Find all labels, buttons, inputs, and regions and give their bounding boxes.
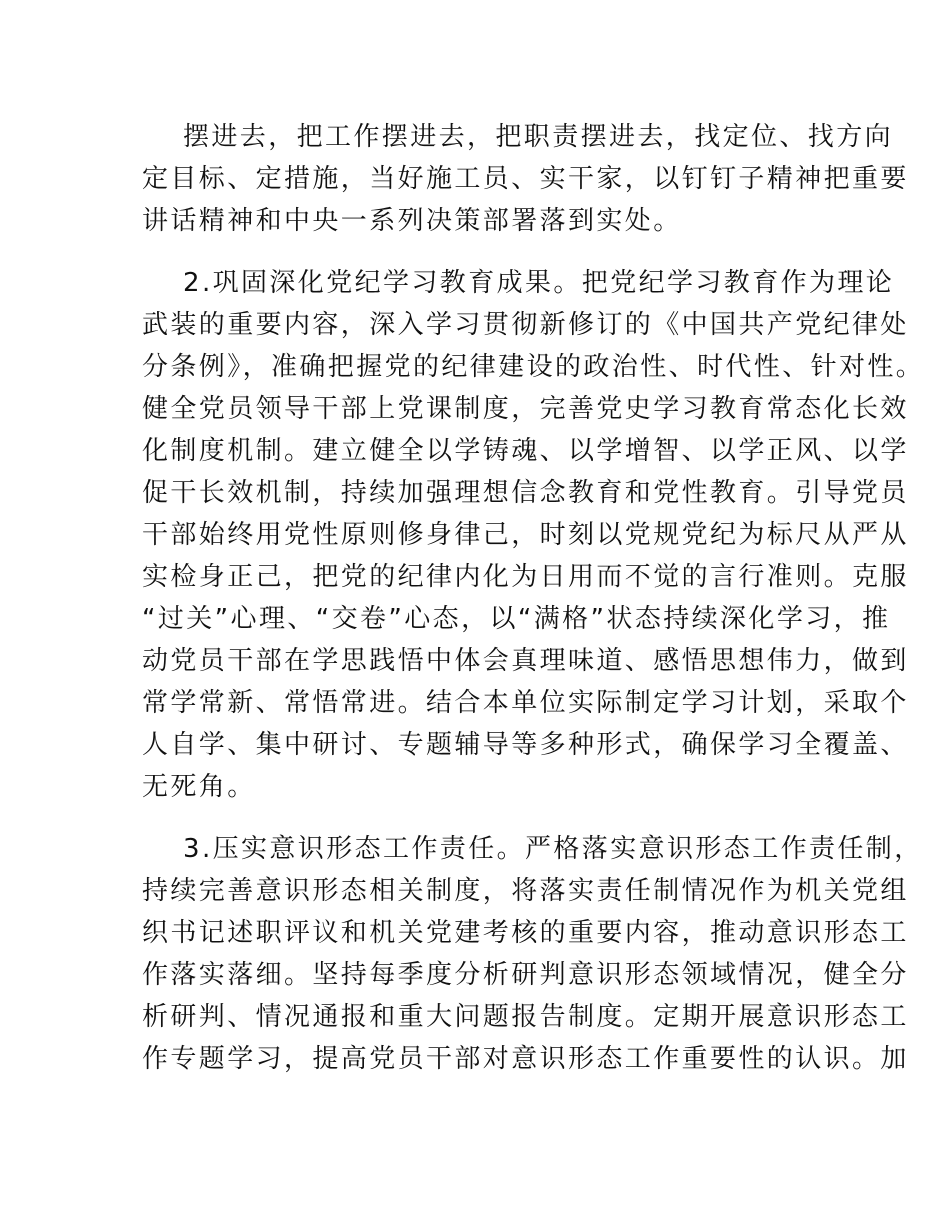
paragraph-1 [142,116,909,242]
text-line: 定目标、定措施，当好施工员、实干家，以钉钉子精神把重要 [142,164,909,194]
text-line: 化制度机制。建立健全以学铸魂、以学增智、以学正风、以学 [142,436,909,466]
text-line: 2.巩固深化党纪学习教育成果。把党纪学习教育作为理论 [183,268,895,298]
text-line: 摆进去，把工作摆进去，把职责摆进去，找定位、找方向 [183,122,894,152]
text-line: 人自学、集中研讨、专题辅导等多种形式，确保学习全覆盖、 [142,730,909,760]
text-line: 干部始终用党性原则修身律己，时刻以党规党纪为标尺从严从 [142,520,909,550]
text-line: 无死角。 [142,772,256,802]
text-line: 3.压实意识形态工作责任。严格落实意识形态工作责任制， [183,834,923,864]
document-page [142,116,925,1100]
text-line: 织书记述职评议和机关党建考核的重要内容，推动意识形态工 [142,918,909,948]
text-line: 武装的重要内容，深入学习贯彻新修订的《中国共产党纪律处 [142,310,909,340]
text-line: 分条例》，准确把握党的纪律建设的政治性、时代性、针对性。 [142,352,925,382]
text-line: “过关”心理、“交卷”心态，以“满格”状态持续深化学习，推 [142,604,891,634]
paragraph-2 [142,262,925,808]
text-line: 持续完善意识形态相关制度，将落实责任制情况作为机关党组 [142,876,909,906]
text-line: 常学常新、常悟常进。结合本单位实际制定学习计划，采取个 [142,688,909,718]
text-line: 健全党员领导干部上党课制度，完善党史学习教育常态化长效 [142,394,909,424]
text-line: 作落实落细。坚持每季度分析研判意识形态领域情况，健全分 [142,960,909,990]
text-line: 促干长效机制，持续加强理想信念教育和党性教育。引导党员 [142,478,909,508]
text-line: 析研判、情况通报和重大问题报告制度。定期开展意识形态工 [142,1002,909,1032]
text-line: 实检身正己，把党的纪律内化为日用而不觉的言行准则。克服 [142,562,909,592]
paragraph-3 [142,828,923,1080]
text-line: 动党员干部在学思践悟中体会真理味道、感悟思想伟力，做到 [142,646,909,676]
text-line: 作专题学习，提高党员干部对意识形态工作重要性的认识。加 [142,1044,909,1074]
text-line: 讲话精神和中央一系列决策部署落到实处。 [142,206,682,236]
